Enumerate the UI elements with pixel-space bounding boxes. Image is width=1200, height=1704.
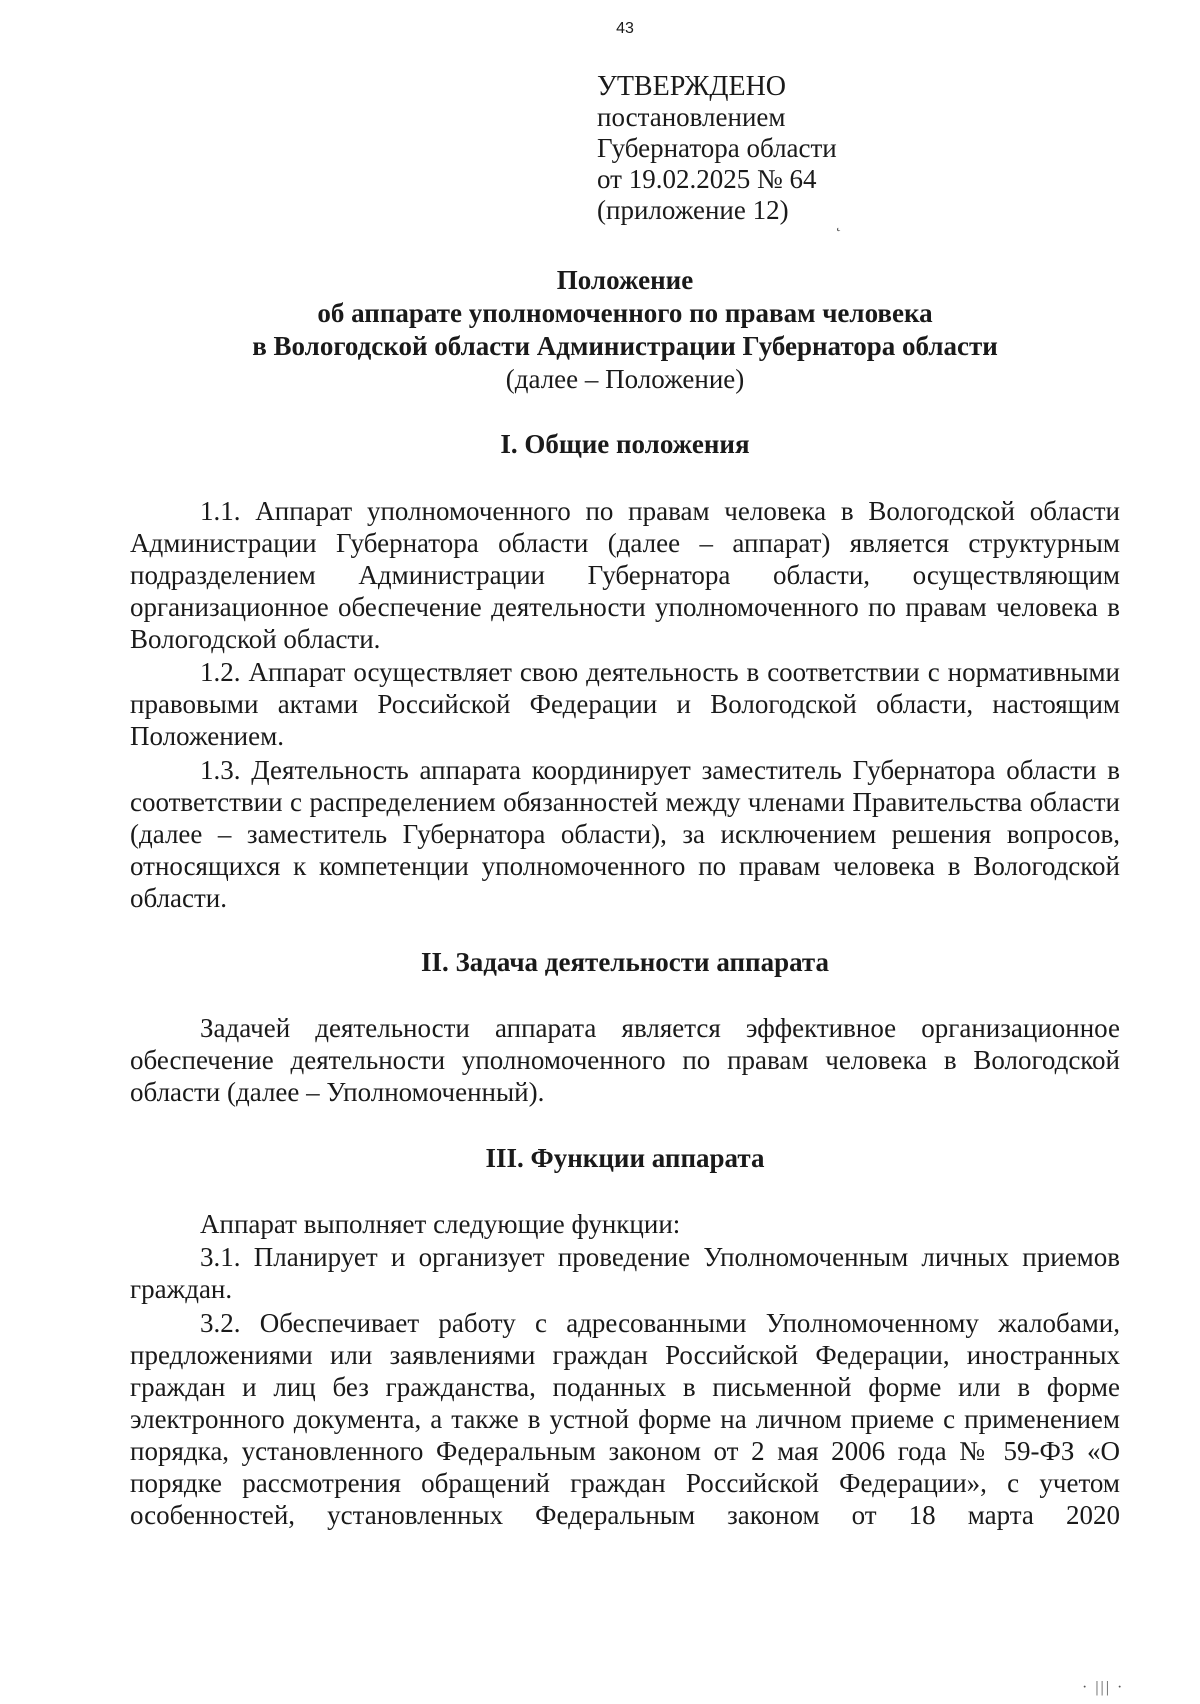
- title-line-1: Положение: [556, 265, 694, 295]
- paragraph-1-1: 1.1. Аппарат уполномоченного по правам человека в Вологодской области Администрации Губернатора области (далее – аппарат) является структурным подразделением Администрации Губернатора области, осуществляющим организационное обеспечение деятельности уполномоченного по правам человека в Вологодской области.: [130, 496, 1120, 654]
- document-title: [130, 264, 1120, 396]
- section-1-heading: I. Общие положения: [500, 429, 750, 459]
- scan-artifact: · ||| ·: [1082, 1679, 1125, 1696]
- approval-line-1: постановлением: [597, 102, 786, 132]
- title-line-4: (далее – Положение): [505, 364, 745, 394]
- approval-line-2: Губернатора области: [597, 133, 837, 163]
- approval-line-4: (приложение 12): [597, 195, 789, 225]
- paragraph-1-3: 1.3. Деятельность аппарата координирует заместитель Губернатора области в соответствии с распределением обязанностей между членами Правительства области (далее – заместитель Губернатора области), за исключением решения вопросов, относящихся к компетенции уполномоченного по правам человека в Вологодской области.: [130, 755, 1120, 913]
- page-number: 43: [616, 20, 634, 37]
- title-line-2: об аппарате уполномоченного по правам человека: [317, 298, 933, 328]
- section-3-heading: III. Функции аппарата: [485, 1143, 765, 1173]
- scan-speck: ˛: [836, 215, 842, 232]
- paragraph-1-2: 1.2. Аппарат осуществляет свою деятельность в соответствии с нормативными правовыми актами Российской Федерации и Вологодской области, настоящим Положением.: [130, 657, 1120, 751]
- approval-stamp: УТВЕРЖДЕНО: [597, 71, 787, 102]
- approval-line-3: от 19.02.2025 № 64: [597, 164, 817, 194]
- title-line-3: в Вологодской области Администрации Губернатора области: [252, 331, 998, 361]
- paragraph-3-intro: Аппарат выполняет следующие функции:: [200, 1209, 681, 1239]
- approval-block: [597, 71, 837, 226]
- section-2-heading: II. Задача деятельности аппарата: [420, 947, 830, 977]
- paragraph-2: Задачей деятельности аппарата является эффективное организационное обеспечение деятельности уполномоченного по правам человека в Вологодской области (далее – Уполномоченный).: [130, 1013, 1120, 1107]
- paragraph-3-1: 3.1. Планирует и организует проведение Уполномоченным личных приемов граждан.: [130, 1242, 1120, 1304]
- paragraph-3-2: 3.2. Обеспечивает работу с адресованными Уполномоченному жалобами, предложениями или заявлениями граждан Российской Федерации, иностранных граждан и лиц без гражданства, поданных в письменной форме или в форме электронного документа, а также в устной форме на личном приеме с применением порядка, установленного Федеральным законом от 2 мая 2006 года № 59-ФЗ «О порядке рассмотрения обращений граждан Российской Федерации», с учетом особенностей, установленных Федеральным законом от 18 марта 2020: [130, 1308, 1120, 1530]
